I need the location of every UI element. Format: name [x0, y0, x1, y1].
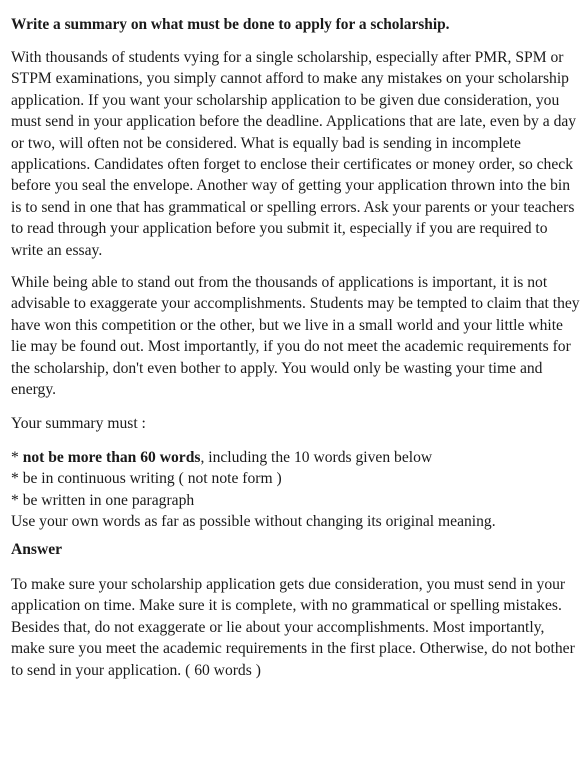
passage-paragraph-2: While being able to stand out from the thousands of applications is important, it is not advisable to exaggerate your accomplishments. Students may be tempted to claim that they have won this competition or the other, but we live in a small world and your little white lie may be found out. Most importantly, if you do not meet the academic requirements for the scholarship, don't even bother to apply. You would only be wasting your time and energy.	[11, 274, 580, 399]
requirement-word-limit	[11, 447, 580, 468]
requirement-word-limit-rest: , including the 10 words given below	[200, 448, 433, 466]
requirement-one-paragraph: * be written in one paragraph	[11, 491, 195, 509]
requirement-word-limit-bold: not be more than 60 words	[22, 448, 201, 466]
passage-paragraph-1: With thousands of students vying for a single scholarship, especially after PMR, SPM or STPM examinations, you simply cannot afford to make any mistakes on your scholarship application. If you want your scholarship application to be given due consideration, you must send in your application before the deadline. Applications that are late, even by a day or two, will often not be considered. What is equally bad is sending in incomplete applications. Candidates often forget to enclose their certificates or money order, so check before you seal the envelope. Another way of getting your application thrown into the bin is to send in one that has grammatical or spelling errors. Ask your parents or your teachers to read through your application before you submit it, especially if you are required to write an essay.	[11, 49, 577, 259]
answer-heading: Answer	[11, 540, 63, 558]
summary-instructions-label: Your summary must :	[11, 414, 146, 432]
question-title: Write a summary on what must be done to apply for a scholarship.	[11, 16, 450, 33]
requirement-bullet: *	[11, 448, 23, 466]
requirement-continuous-writing: * be in continuous writing ( not note form )	[11, 470, 282, 488]
requirement-own-words: Use your own words as far as possible without changing its original meaning.	[11, 513, 496, 531]
answer-paragraph: To make sure your scholarship application gets due consideration, you must send in your application on time. Make sure it is complete, with no grammatical or spelling mistakes. Besides that, do not exaggerate or lie about your accomplishments. Most importantly, make sure you meet the academic requirements in the first place. Otherwise, do not bother to send in your application. ( 60 words )	[11, 575, 575, 679]
